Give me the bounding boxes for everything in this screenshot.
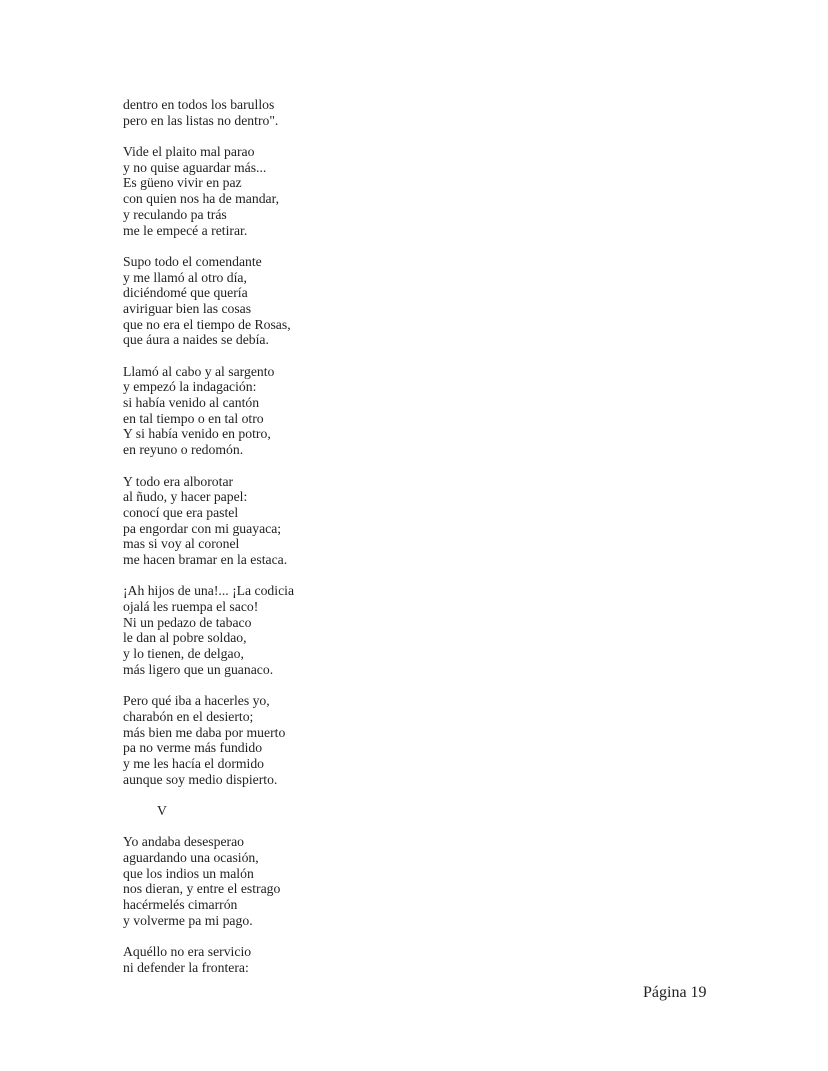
poem-line: y empezó la indagación:	[123, 379, 257, 395]
poem-line: Ni un pedazo de tabaco	[123, 614, 252, 630]
poem-line: ¡Ah hijos de una!... ¡La codicia	[123, 583, 295, 599]
poem-line: pa engordar con mi guayaca;	[123, 520, 282, 536]
poem-line: hacérmelés cimarrón	[123, 897, 238, 913]
poem-line: en reyuno o redomón.	[123, 442, 244, 458]
stanza	[123, 364, 294, 458]
poem-line: Llamó al cabo y al sargento	[123, 363, 275, 379]
poem-line: Es güeno vivir en paz	[123, 175, 242, 191]
poem-line: Y todo era alborotar	[123, 473, 234, 489]
poem-line: y lo tienen, de delgao,	[123, 646, 244, 662]
poem-line: que los indios un malón	[123, 865, 254, 881]
poem-line: aguardando una ocasión,	[123, 850, 259, 865]
poem-line: más bien me daba por muerto	[123, 724, 286, 740]
page-number: Página 19	[643, 984, 707, 1001]
poem-line: conocí que era pastel	[123, 504, 239, 520]
poem-line: al ñudo, y hacer papel:	[123, 489, 248, 505]
stanza	[123, 254, 294, 348]
poem-line: dentro en todos los barullos	[123, 97, 275, 112]
stanza	[123, 834, 294, 928]
poem-line: me le empecé a retirar.	[123, 222, 248, 238]
poem-line: ni defender la frontera:	[123, 959, 249, 975]
stanza	[123, 474, 294, 568]
poem-line: pa no verme más fundido	[123, 740, 263, 756]
poem-line: Vide el plaito mal parao	[123, 144, 255, 160]
poem-line: y volverme pa mi pago.	[123, 912, 253, 928]
poem-line: diciéndomé que quería	[123, 285, 248, 301]
poem-line: que áura a naides se debía.	[123, 332, 269, 348]
poem-line: Pero qué iba a hacerles yo,	[123, 693, 270, 709]
poem-line: charabón en el desierto;	[123, 708, 254, 724]
poem-line: y me les hacía el dormido	[123, 755, 265, 771]
poem-line: pero en las listas no dentro".	[123, 112, 279, 128]
poem-line: mas si voy al coronel	[123, 536, 240, 552]
poem-line: y no quise aguardar más...	[123, 159, 267, 175]
poem-body	[123, 97, 294, 991]
stanza	[123, 693, 294, 787]
poem-line: Yo andaba desesperao	[123, 834, 245, 850]
poem-line: me hacen bramar en la estaca.	[123, 551, 288, 567]
poem-line: Aquéllo no era servicio	[123, 944, 252, 960]
poem-line: y reculando pa trás	[123, 206, 227, 222]
poem-line: más ligero que un guanaco.	[123, 661, 274, 677]
poem-line: aunque soy medio dispierto.	[123, 771, 278, 787]
poem-line: que no era el tiempo de Rosas,	[123, 316, 291, 332]
poem-line: con quien nos ha de mandar,	[123, 191, 280, 207]
poem-line: Supo todo el comendante	[123, 253, 262, 269]
poem-line: ojalá les ruempa el saco!	[123, 599, 259, 614]
stanza	[123, 583, 294, 677]
section-header: V	[157, 802, 167, 818]
poem-line: nos dieran, y entre el estrago	[123, 881, 281, 897]
poem-line: en tal tiempo o en tal otro	[123, 410, 264, 426]
poem-line: si había venido al cantón	[123, 395, 260, 411]
stanza	[123, 97, 294, 128]
stanza	[123, 944, 294, 975]
stanza	[123, 144, 294, 238]
poem-line: Y si había venido en potro,	[123, 426, 271, 442]
poem-line: aviriguar bien las cosas	[123, 300, 252, 316]
poem-line: y me llamó al otro día,	[123, 269, 247, 285]
poem-line: le dan al pobre soldao,	[123, 630, 247, 646]
